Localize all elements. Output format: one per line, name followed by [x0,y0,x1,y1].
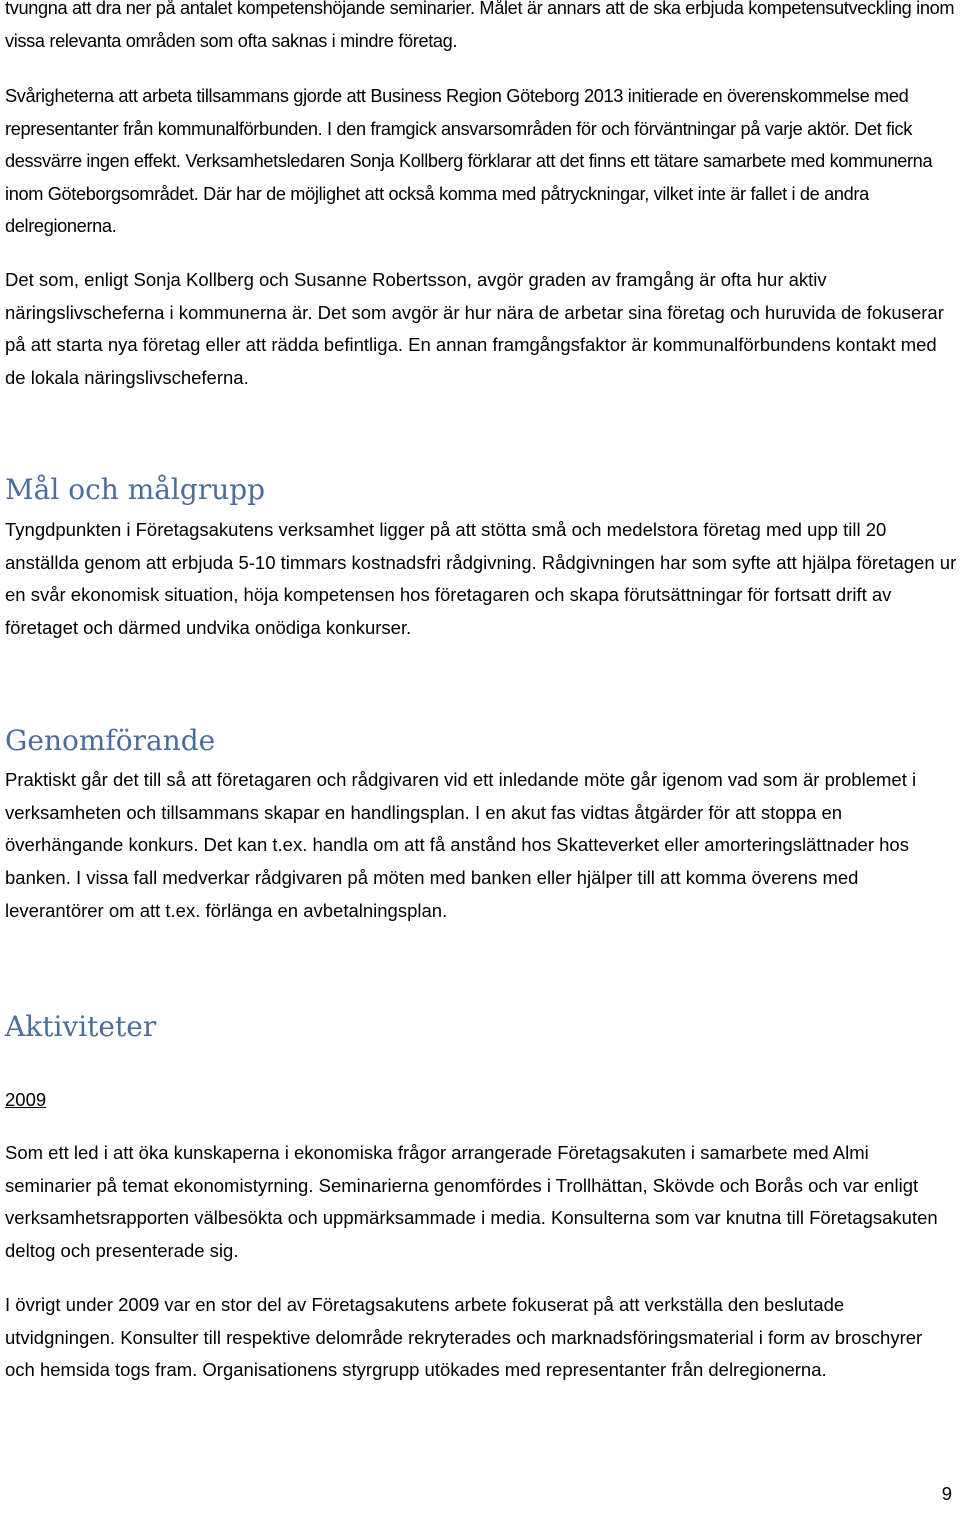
paragraph-text: Som ett led i att öka kunskaperna i ekonomiska frågor arrangerade Företagsakuten i samarbete med Almi seminarier på temat ekonomistyrning. Seminarierna genomfördes i Trollhättan, Skövde och Borås och var enligt verksamhetsrapporten välbesökta och uppmärksammade i media. Konsulterna som var knutna till Företagsakuten deltog och presenterade sig. [5,1142,938,1262]
aktiviteter-paragraph-2 [5,1289,957,1387]
intro-paragraph-2 [5,80,957,243]
aktiviteter-paragraph-1 [5,1137,957,1268]
paragraph-text: Praktiskt går det till så att företagaren och rådgivaren vid ett inledande möte går igenom vad som är problemet i verksamheten och tillsammans skapar en handlingsplan. I en akut fas vidtas åtgärder för att stoppa en överhängande konkurs. Det kan t.ex. handla om att få anstånd hos Skatteverket eller amorteringslättnader hos banken. I vissa fall medverkar rådgivaren på möten med banken eller hjälper till att komma överens med leverantörer om att t.ex. förlänga en avbetalningsplan. [5,769,917,921]
section-body-genomforande [5,764,957,928]
paragraph-text: Tyngdpunkten i Företagsakutens verksamhet ligger på att stötta små och medelstora företag med upp till 20 anställda genom att erbjuda 5-10 timmars kostnadsfri rådgivning. Rådgivningen har som syfte att hjälpa företagen ur en svår ekonomisk situation, höja kompetensen hos företagaren och skapa förutsättningar för fortsatt drift av företaget och därmed undvika onödiga konkurser. [5,519,957,639]
section-heading: Aktiviteter [5,1010,157,1043]
intro-paragraph-1 [5,0,957,57]
paragraph-text: Svårigheterna att arbeta tillsammans gjorde att Business Region Göteborg 2013 initierade en överenskommelse med representanter från kommunalförbunden. I den framgick ansvarsområden för och förväntningar på varje aktör. Det fick dessvärre ingen effekt. Verksamhetsledaren Sonja Kollberg förklarar att det finns ett tätare samarbete med kommunerna inom Göteborgsområdet. Där har de möjlighet att också komma med påtryckningar, vilket inte är fallet i de andra delregionerna. [5,86,933,236]
page-number: 9 [941,1483,952,1504]
section-heading-genomforande [5,724,957,758]
paragraph-text: Det som, enligt Sonja Kollberg och Susanne Robertsson, avgör graden av framgång är ofta hur aktiv näringslivscheferna i kommunerna är. Det som avgör är hur nära de arbetar sina företag och huruvida de fokuserar på att starta nya företag eller att rädda befintliga. En annan framgångsfaktor är kommunalförbundens kontakt med de lokala näringslivscheferna. [5,269,944,389]
paragraph-text: I övrigt under 2009 var en stor del av Företagsakutens arbete fokuserat på att verkställa den beslutade utvidgningen. Konsulter till respektive delområde rekryterades och marknadsföringsmaterial i form av broschyrer och hemsida togs fram. Organisationens styrgrupp utökades med representanter från delregionerna. [5,1294,923,1381]
year-subheading [5,1084,957,1117]
section-heading: Mål och målgrupp [5,473,266,506]
section-heading-aktiviteter [5,1010,957,1044]
section-body-mal [5,514,957,645]
intro-paragraph-3 [5,264,957,395]
paragraph-text: tvungna att dra ner på antalet kompetenshöjande seminarier. Målet är annars att de ska erbjuda kompetensutveckling inom vissa relevanta områden som ofta saknas i mindre företag. [5,0,955,51]
section-heading-mal [5,473,957,507]
year-label: 2009 [5,1089,47,1110]
section-heading: Genomförande [5,724,216,757]
